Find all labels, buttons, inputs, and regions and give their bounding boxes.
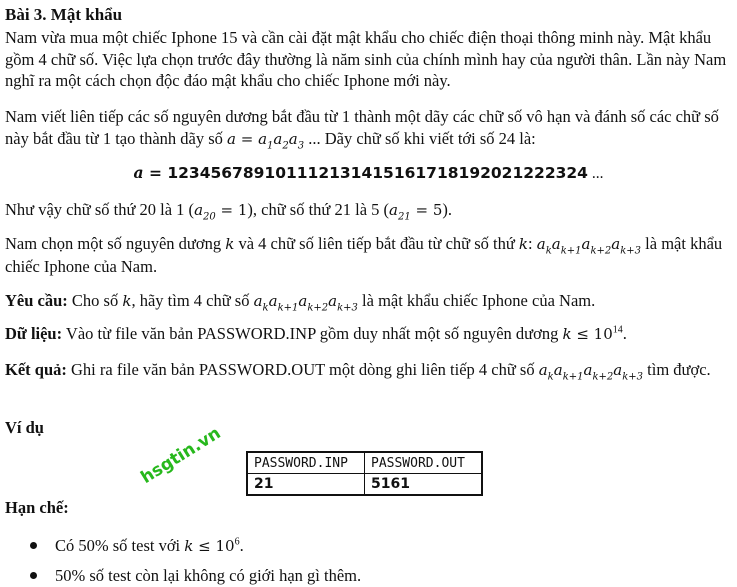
intro-paragraph: Nam vừa mua một chiếc Iphone 15 và cần cài đặt mật khẩu cho chiếc điện thoại thông minh này. Mật khẩu gồm 4 chữ số. Việc lựa chọn trước đây thường là năm sinh của chính mình hay của người thân. Lần này Nam nghĩ ra một cách chọn độc đáo mật khẩu cho chiếc Iphone mới này. <box>5 28 727 90</box>
bullet-icon <box>30 572 37 579</box>
choice-text-a: Nam chọn một số nguyên dương <box>5 234 226 253</box>
table-header-output: PASSWORD.OUT <box>365 452 483 474</box>
table-cell-input: 21 <box>247 474 365 496</box>
bullet-icon <box>30 542 37 549</box>
input-spec: Dữ liệu: Vào từ file văn bản PASSWORD.INP gồm duy nhất một số nguyên dương $k \le 10^{14}$. <box>5 324 627 343</box>
math-a-def: a <box>227 129 236 148</box>
choice-paragraph: Nam chọn một số nguyên dương k và 4 chữ số liên tiếp bắt đầu từ chữ số thứ k: $a_ka_{k+1}a_{k+2}a_{k+3}$ là mật khẩu chiếc Iphone của Nam. <box>5 234 723 276</box>
limit-item-2 <box>30 565 361 587</box>
explanation-text-b: ), chữ số thứ 21 là 5 ( <box>247 200 390 219</box>
limits-label: Hạn chế: <box>5 498 69 517</box>
requirement-text-b: , hãy tìm 4 chữ số <box>131 291 254 310</box>
output-tail: tìm được. <box>643 360 711 379</box>
output-text: Ghi ra file văn bản PASSWORD.OUT một dòng ghi liên tiếp 4 chữ số <box>66 360 539 379</box>
table-header-input: PASSWORD.INP <box>247 452 365 474</box>
input-label: Dữ liệu: <box>5 324 63 343</box>
limit1-text: Có 50% số test với <box>55 536 185 555</box>
limit1-tail: . <box>239 536 244 555</box>
problem-title: Bài 3. Mật khẩu <box>5 5 123 24</box>
sequence-formula: a = 123456789101112131415161718192021222324 ... <box>133 163 604 182</box>
explanation-text-a: Như vậy chữ số thứ 20 là 1 ( <box>5 200 195 219</box>
sequence-text-a: Nam viết liên tiếp các số nguyên dương bắt đầu từ 1 thành một dãy các chữ số vô hạn và đánh số các chữ số này bắt đầu từ 1 tạo thành dãy số <box>5 107 719 148</box>
explanation-text-c: ). <box>442 200 452 219</box>
formula-tail: ... <box>587 165 604 182</box>
output-label: Kết quả: <box>5 360 67 379</box>
requirement-text-a: Cho số <box>67 291 123 310</box>
output-spec: Kết quả: Ghi ra file văn bản PASSWORD.OUT một dòng ghi liên tiếp 4 chữ số $a_ka_{k+1}a_{k+2}a_{k+3}$ tìm được. <box>5 360 711 383</box>
choice-text-d: là mật khẩu chiếc Iphone của Nam. <box>5 234 723 276</box>
requirement-text-c: là mật khẩu chiếc Iphone của Nam. <box>357 291 596 310</box>
example-explanation: Như vậy chữ số thứ 20 là 1 $(a_{20} = 1)$, chữ số thứ 21 là 5 $(a_{21} = 5)$. <box>5 200 452 223</box>
table-row <box>247 474 482 496</box>
formula-digits: 123456789101112131415161718192021222324 <box>167 164 588 182</box>
example-label: Ví dụ <box>5 418 44 437</box>
choice-text-b: và 4 chữ số liên tiếp bắt đầu từ chữ số thứ <box>234 234 519 253</box>
choice-text-c: : <box>528 234 537 253</box>
requirement-label: Yêu cầu: <box>5 291 68 310</box>
limit-item-1: Có 50% số test với $k \le 10^6$. <box>30 535 244 558</box>
table-header-row <box>247 452 482 474</box>
example-table <box>246 451 483 496</box>
requirement: Yêu cầu: Cho số k, hãy tìm 4 chữ số $a_ka_{k+1}a_{k+2}a_{k+3}$ là mật khẩu chiếc Iphone của Nam. <box>5 291 596 314</box>
table-cell-output: 5161 <box>365 474 483 496</box>
sequence-description: Nam viết liên tiếp các số nguyên dương bắt đầu từ 1 thành một dãy các chữ số vô hạn và đánh số các chữ số này bắt đầu từ 1 tạo thành dãy số $a = a_1a_2a_3$ ... Dãy chữ số khi viết tới số 24 là: <box>5 107 719 151</box>
input-text: Vào từ file văn bản PASSWORD.INP gồm duy nhất một số nguyên dương <box>62 324 563 343</box>
watermark-text: hsgtin.vn <box>137 423 225 488</box>
limit2-text: 50% số test còn lại không có giới hạn gì thêm. <box>55 566 362 585</box>
sequence-text-b: ... Dãy chữ số khi viết tới số 24 là: <box>304 128 536 148</box>
